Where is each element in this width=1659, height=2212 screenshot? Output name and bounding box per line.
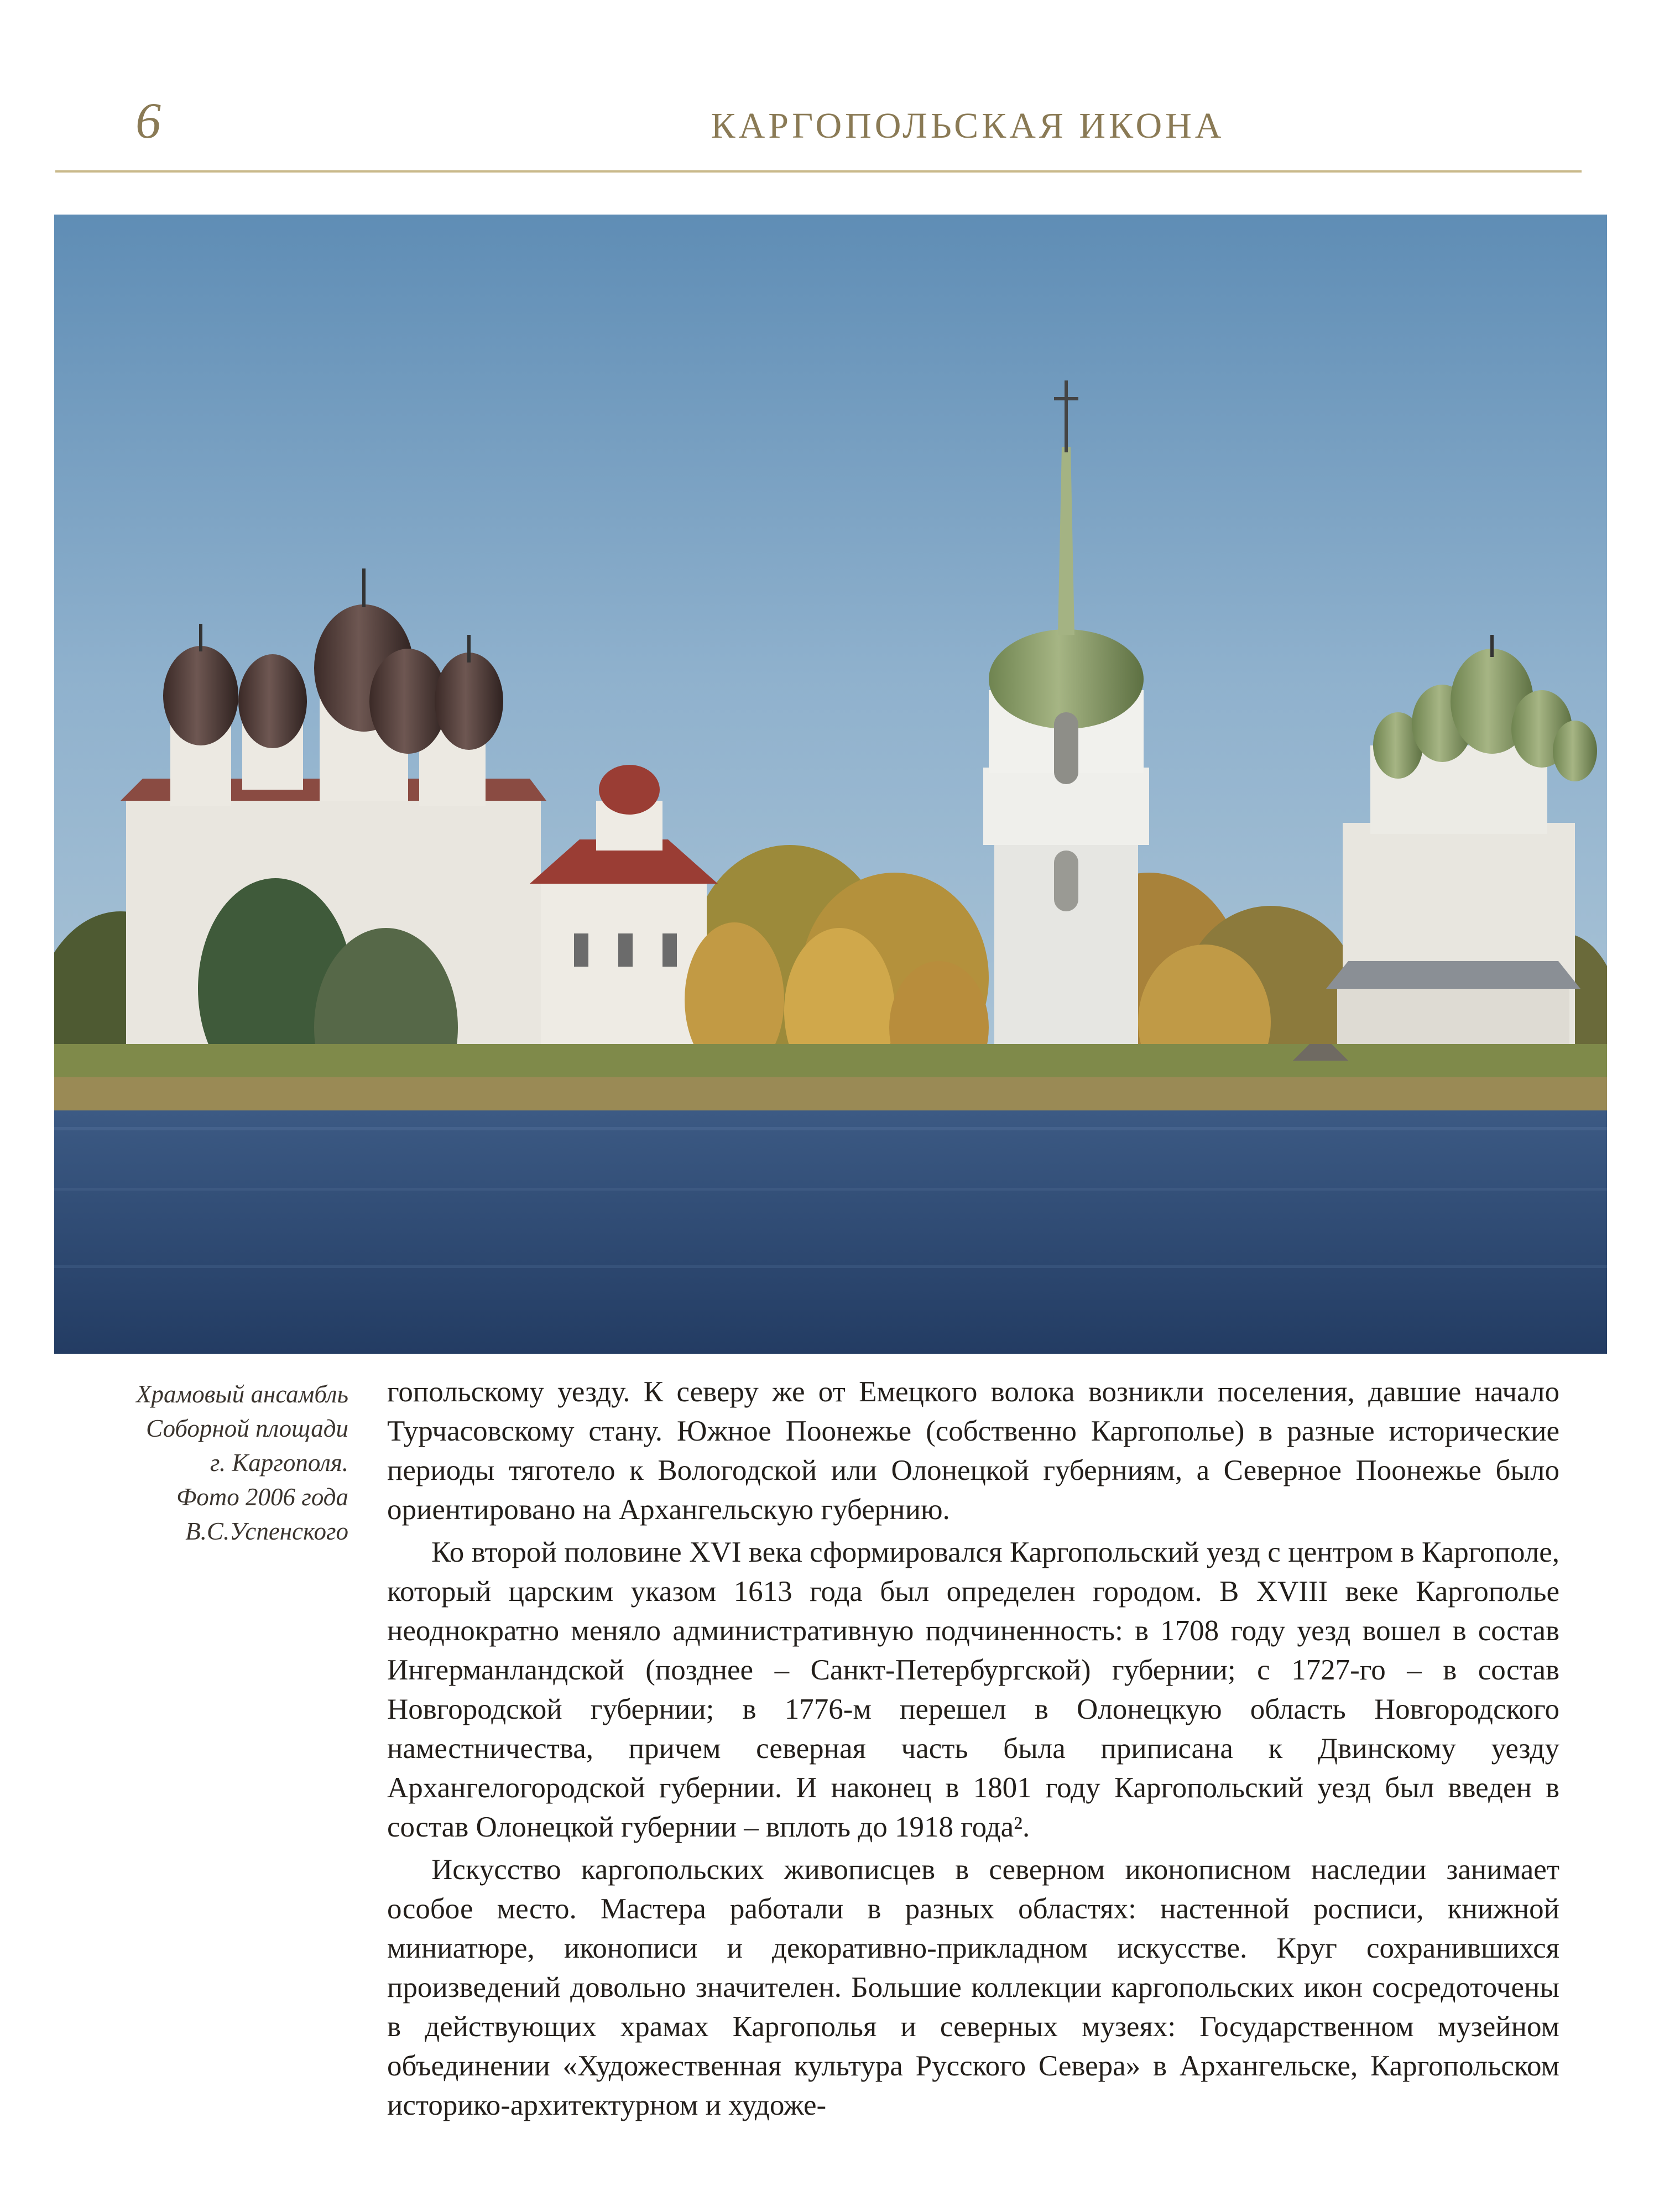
caption-line: Храмовый ансамбль — [136, 1380, 348, 1408]
paragraph: Ко второй половине XVI века сформировался Каргопольский уезд с центром в Каргополе, который царским указом 1613 года был определен городом. В XVIII веке Каргополье неоднократно меняло административную подчиненность: в 1708 году уезд вошел в состав Ингерманландской (позднее – Санкт-Петербургской) губернии; с 1727-го – в состав Новгородской губернии; в 1776-м перешел в Олонецкую область Новгородского наместничества, причем северная часть была приписана к Двинскому уезду Архангелогородской губернии. И наконец в 1801 году Каргопольский уезд был введен в состав Олонецкой губернии – вплоть до 1918 года². — [387, 1536, 1559, 1843]
photo-caption — [72, 1377, 348, 1548]
running-title: КАРГОПОЛЬСКАЯ ИКОНА — [711, 106, 1225, 146]
paragraph: гопольскому уезду. К северу же от Емецкого волока возникли поселения, давшие начало Турчасовскому стану. Южное Поонежье (собственно Каргополье) в разные исторические периоды тяготело к Вологодской или Олонецкой губерниям, а Северное Поонежье было ориентировано на Архангельскую губернию. — [387, 1376, 1559, 1526]
caption-line: г. Каргополя. — [210, 1449, 348, 1477]
caption-line: В.С.Успенского — [185, 1517, 348, 1545]
photo-church-ensemble — [54, 215, 1607, 1354]
body-text — [387, 1373, 1559, 2128]
caption-line: Соборной площади — [146, 1415, 348, 1442]
paragraph: Искусство каргопольских живописцев в северном иконописном наследии занимает особое место. Мастера работали в разных областях: настенной росписи, книжной миниатюре, иконописи и декоративно-прикладном искусстве. Круг сохранившихся произведений довольно значителен. Большие коллекции каргопольских икон сосредоточены в действующих храмах Каргополья и северных музеях: Государственном музейном объединении «Художественная культура Русского Севера» в Архангельске, Каргопольском историко-архитектурном и художе- — [387, 1854, 1559, 2121]
page-number: 6 — [135, 92, 161, 149]
caption-line: Фото 2006 года — [176, 1483, 348, 1511]
header-divider — [55, 170, 1582, 173]
